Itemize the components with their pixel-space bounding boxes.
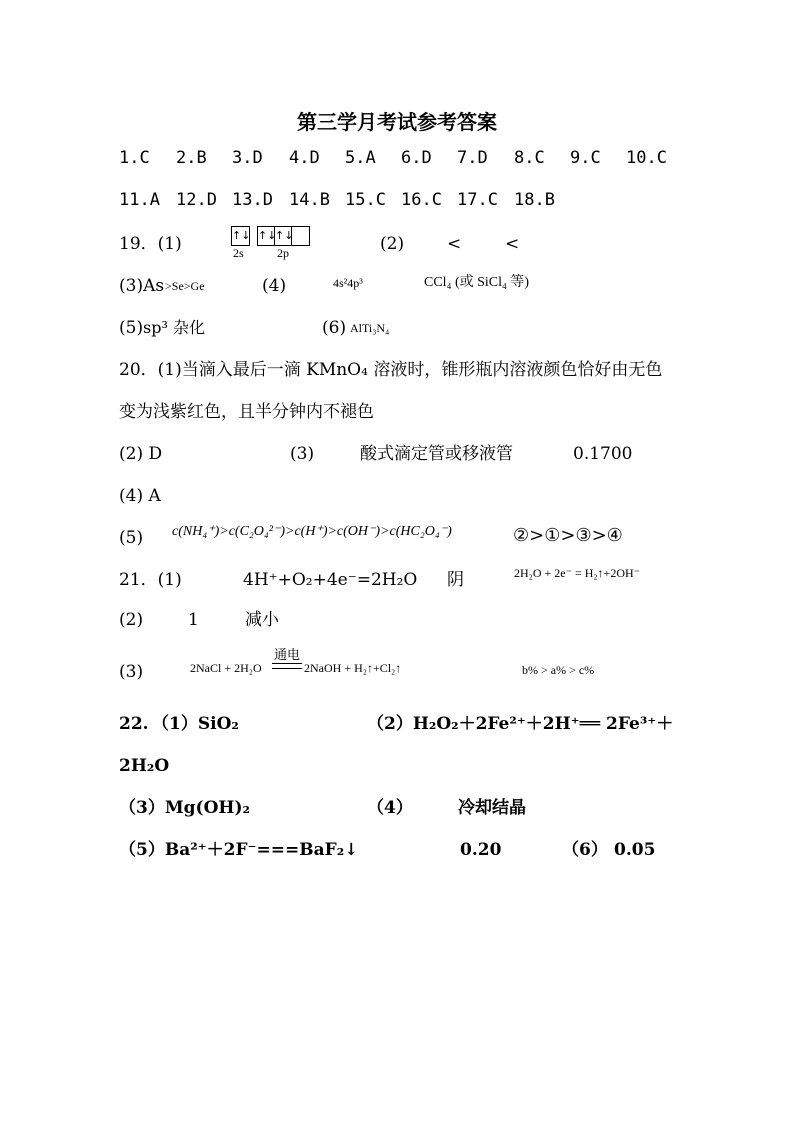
q20-line2: 变为浅紫红色，且半分钟内不褪色: [119, 402, 374, 422]
answer-4: 4.D: [289, 148, 320, 168]
answer-8: 8.C: [514, 148, 545, 168]
q19-p2-label: (2): [380, 234, 405, 254]
answer-2: 2.B: [176, 148, 207, 168]
answer-7: 7.D: [457, 148, 488, 168]
orbital-cell: [292, 227, 309, 245]
answer-13: 13.D: [232, 190, 273, 210]
q21-p1-pole: 阴: [447, 570, 464, 590]
answer-10: 10.C: [626, 148, 667, 168]
orbital-2s-box: [231, 226, 250, 246]
q21-p1-eq2: 2H₂O + 2e⁻ = H₂↑+2OH⁻: [514, 566, 640, 580]
q20-p5-expr: c(NH₄⁺)>c(C₂O₄²⁻)>c(H⁺)>c(OH⁻)>c(HC₂O₄⁻): [172, 524, 452, 539]
orbital-cell: ↑↓: [275, 227, 292, 245]
q22-p6-label: （6）: [562, 840, 608, 860]
q20-p5-label: (5): [119, 528, 144, 548]
orbital-2p-box: [257, 226, 310, 246]
answer-1: 1.C: [119, 148, 150, 168]
q21-p1-label: 21．(1): [119, 570, 182, 590]
q22-p1: （1）SiO₂: [152, 714, 239, 734]
q21-p3-lhs: 2NaCl + 2H₂O: [190, 661, 262, 675]
q19-p4-label: (4): [262, 276, 287, 296]
q19-p6-label: (6): [322, 318, 347, 338]
q22-p6-val: 0.05: [614, 840, 656, 860]
page-title: 第三学月考试参考答案: [297, 110, 497, 134]
q19-p3-rest: >Se>Ge: [165, 279, 205, 293]
q21-p1-eq: 4H⁺+O₂+4e⁻=2H₂O: [243, 570, 418, 590]
q22-p5-val: 0.20: [460, 840, 502, 860]
q22-p3: （3）Mg(OH)₂: [119, 798, 250, 818]
q20-line1: 20．(1)当滴入最后一滴 KMnO₄ 溶液时，锥形瓶内溶液颜色恰好由无色: [119, 360, 663, 380]
orbital-cell: ↑↓: [232, 229, 251, 242]
q20-p2: (2) D: [119, 444, 163, 464]
answer-12: 12.D: [176, 190, 217, 210]
answer-15: 15.C: [345, 190, 386, 210]
q21-p2-text: 减小: [245, 610, 279, 630]
answer-6: 6.D: [401, 148, 432, 168]
q20-p5-order: ②>①>③>④: [513, 525, 623, 546]
answer-18: 18.B: [514, 190, 555, 210]
q20-p4: (4) A: [119, 486, 161, 506]
q21-p3-label: (3): [119, 662, 144, 682]
q19-p2-b: <: [505, 234, 520, 254]
q19-p5-text: sp³ 杂化: [143, 318, 205, 337]
q19-p3-label: (3)As: [119, 276, 165, 296]
q21-p2-label: (2): [119, 610, 144, 630]
q22-p4-label: （4）: [367, 798, 413, 818]
q21-p3-order: b% > a% > c%: [522, 663, 595, 677]
q19-p5-label: (5): [119, 318, 144, 338]
answer-11: 11.A: [119, 190, 160, 210]
orbital-cell: ↑↓: [258, 227, 275, 245]
answer-3: 3.D: [232, 148, 263, 168]
answer-16: 16.C: [401, 190, 442, 210]
answer-9: 9.C: [570, 148, 601, 168]
equals-arrow-icon: [272, 663, 302, 669]
q21-p2-val: 1: [188, 610, 199, 630]
q19-label: 19．(1): [119, 234, 182, 254]
q22-p2-cont: 2H₂O: [119, 756, 170, 776]
q19-p2-a: <: [447, 234, 462, 254]
q21-p3-rhs: 2NaOH + H₂↑+Cl₂↑: [304, 661, 402, 675]
q22-p4-text: 冷却结晶: [458, 798, 526, 818]
q22-num: 22.: [119, 714, 149, 734]
q22-p5: （5）Ba²⁺＋2F⁻===BaF₂↓: [119, 840, 359, 860]
orbital-2s-label: 2s: [233, 246, 244, 260]
q20-p3-text: 酸式滴定管或移液管: [360, 444, 513, 464]
answer-5: 5.A: [345, 148, 376, 168]
q22-p2: （2）H₂O₂＋2Fe²⁺＋2H⁺══ 2Fe³⁺＋: [367, 714, 674, 734]
q19-p4-config: 4s²4p³: [333, 276, 363, 290]
q19-p4-extra: CCl₄ (或 SiCl₄ 等): [424, 275, 530, 290]
orbital-2p-label: 2p: [277, 246, 289, 260]
q20-p3-value: 0.1700: [573, 444, 633, 464]
answer-17: 17.C: [457, 190, 498, 210]
q19-p6-text: AlTi₃N₄: [350, 321, 390, 335]
q20-p3-label: (3): [290, 444, 315, 464]
q21-p3-cond: 通电: [274, 647, 301, 662]
answer-14: 14.B: [289, 190, 330, 210]
